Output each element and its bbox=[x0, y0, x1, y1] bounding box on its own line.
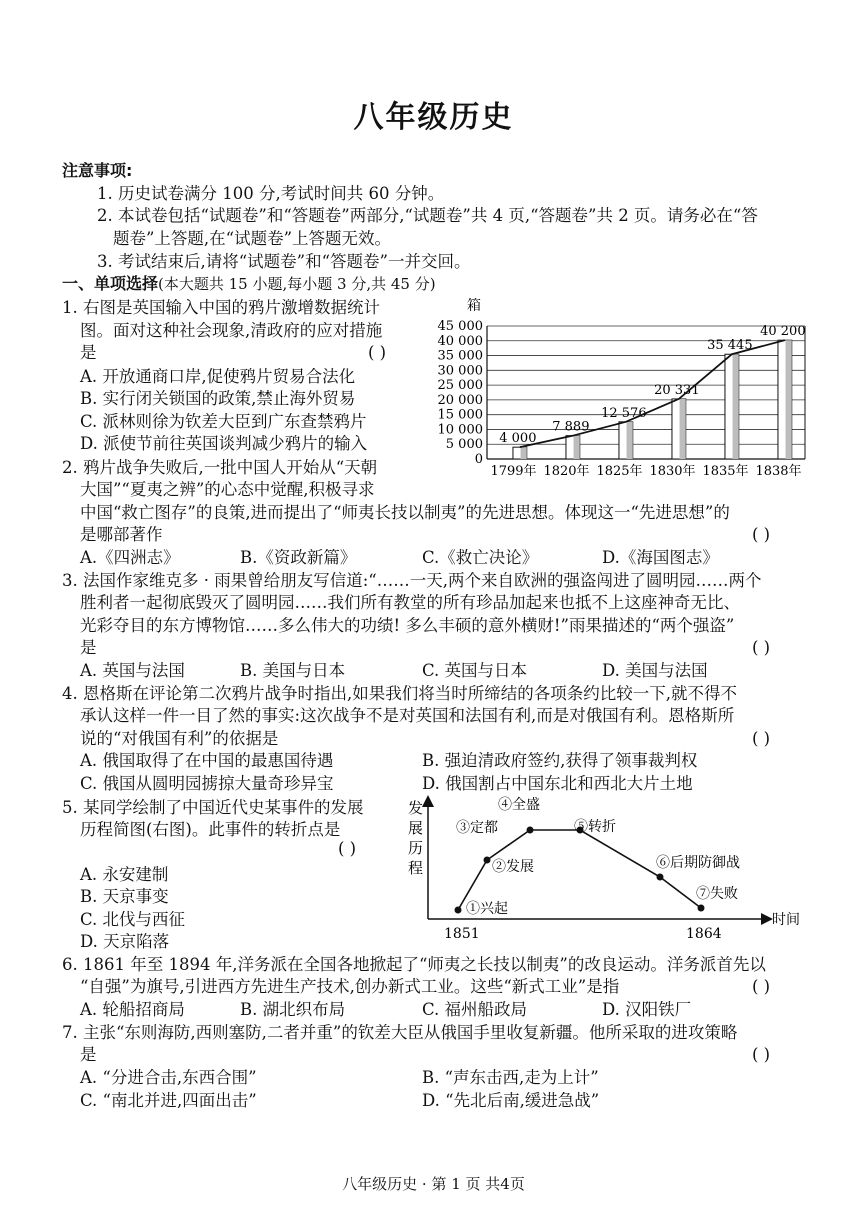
q4-option-a: A. 俄国取得了在中国的最惠国待遇 bbox=[80, 751, 334, 770]
chart-bar-shade bbox=[733, 354, 739, 459]
taiping-process-diagram bbox=[400, 790, 810, 948]
q2-option-b: B.《资政新篇》 bbox=[240, 548, 357, 567]
q2-stem-2: 大国”“夏夷之辨”的心态中觉醒,积极寻求 bbox=[80, 480, 375, 499]
q6-option-d: D. 汉阳铁厂 bbox=[602, 1000, 692, 1019]
q3-option-a: A. 英国与法国 bbox=[80, 661, 185, 680]
diagram-y-label-4: 程 bbox=[408, 859, 424, 877]
chart-xtick-label: 1799年 bbox=[490, 464, 537, 479]
q5-stem-1: 5. 某同学绘制了中国近代史某事件的发展 bbox=[62, 798, 364, 817]
q1-stem-1: 1. 右图是英国输入中国的鸦片激增数据统计 bbox=[62, 298, 380, 317]
chart-ytick-label: 40 000 bbox=[437, 333, 483, 349]
q7-option-a: A. “分进合击,东西合围” bbox=[80, 1068, 257, 1087]
chart-xtick-label: 1820年 bbox=[543, 464, 590, 479]
diagram-point-5 bbox=[657, 874, 664, 881]
q2-stem-3: 中国“救亡图存”的良策,进而提出了“师夷长技以制夷”的先进思想。体现这一“先进思想”的 bbox=[80, 503, 730, 522]
diagram-y-label-2: 展 bbox=[408, 819, 424, 837]
diagram-x-start: 1851 bbox=[444, 926, 480, 942]
diagram-label-5: ⑤转折 bbox=[574, 819, 616, 835]
diagram-label-1: ①兴起 bbox=[466, 901, 508, 917]
q7-stem-2: 是 bbox=[80, 1045, 97, 1064]
q4-answer-paren[interactable]: ( ) bbox=[752, 729, 771, 748]
q1-option-d: D. 派使节前往英国谈判减少鸦片的输入 bbox=[80, 434, 368, 453]
q7-option-b: B. “声东击西,走为上计” bbox=[422, 1068, 599, 1087]
q2-answer-paren[interactable]: ( ) bbox=[752, 525, 771, 544]
section-subtitle: (本大题共 15 小题,每小题 3 分,共 45 分) bbox=[158, 275, 436, 293]
q3-option-b: B. 美国与日本 bbox=[240, 661, 346, 680]
chart-root bbox=[438, 298, 806, 479]
q4-option-c: C. 俄国从圆明园掳掠大量奇珍异宝 bbox=[80, 774, 334, 793]
chart-ytick-label: 0 bbox=[474, 452, 483, 467]
note-item-3: 3. 考试结束后,请将“试题卷”和“答题卷”一并交回。 bbox=[97, 252, 471, 271]
chart-data-label: 12 576 bbox=[601, 405, 647, 421]
chart-ytick-label: 45 000 bbox=[437, 319, 483, 334]
q3-option-d: D. 美国与法国 bbox=[602, 661, 708, 680]
chart-bar-shade bbox=[521, 447, 527, 459]
diagram-label-4: ④全盛 bbox=[498, 797, 540, 813]
q4-stem-2: 承认这样一件一目了然的事实:这次战争不是对英国和法国有利,而是对俄国有利。恩格斯所 bbox=[80, 706, 735, 725]
section-title: 一、单项选择 bbox=[62, 274, 159, 293]
q4-stem-3: 说的“对俄国有利”的依据是 bbox=[80, 729, 279, 748]
q5-option-a: A. 永安建制 bbox=[80, 865, 169, 884]
q3-answer-paren[interactable]: ( ) bbox=[752, 638, 771, 657]
diagram-label-3: ③定都 bbox=[456, 820, 498, 836]
q5-answer-paren[interactable]: ( ) bbox=[338, 839, 357, 858]
q6-answer-paren[interactable]: ( ) bbox=[752, 977, 771, 996]
chart-ylabel: 箱 bbox=[467, 298, 481, 314]
chart-xtick-label: 1835年 bbox=[702, 464, 749, 479]
q3-stem-1: 3. 法国作家维克多 · 雨果曾给朋友写信道:“……一天,两个来自欧洲的强盗闯进了圆明园……两个 bbox=[62, 571, 762, 590]
diagram-point-3 bbox=[527, 827, 534, 834]
diagram-point-2 bbox=[484, 857, 491, 864]
q4-option-d: D. 俄国割占中国东北和西北大片土地 bbox=[422, 774, 693, 793]
q6-option-b: B. 湖北织布局 bbox=[240, 1000, 346, 1019]
q6-option-a: A. 轮船招商局 bbox=[80, 1000, 185, 1019]
diagram-point-6 bbox=[698, 905, 705, 912]
q2-option-a: A.《四洲志》 bbox=[80, 548, 180, 567]
q1-stem-2: 图。面对这种社会现象,清政府的应对措施 bbox=[80, 321, 383, 340]
chart-ytick-label: 35 000 bbox=[437, 348, 483, 364]
q6-option-c: C. 福州船政局 bbox=[422, 1000, 528, 1019]
q2-option-c: C.《救亡决论》 bbox=[422, 548, 539, 567]
note-item-1: 1. 历史试卷满分 100 分,考试时间共 60 分钟。 bbox=[97, 184, 445, 203]
q2-stem-4: 是哪部著作 bbox=[80, 525, 163, 544]
chart-ytick-label: 20 000 bbox=[437, 392, 483, 408]
chart-bar-shade bbox=[574, 436, 580, 459]
note-item-2: 2. 本试卷包括“试题卷”和“答题卷”两部分,“试题卷”共 4 页,“答题卷”共 2 页。请务必在“答 bbox=[97, 206, 758, 225]
q1-answer-paren[interactable]: ( ) bbox=[368, 343, 387, 362]
q4-option-b: B. 强迫清政府签约,获得了领事裁判权 bbox=[422, 751, 698, 770]
q4-stem-1: 4. 恩格斯在评论第二次鸦片战争时指出,如果我们将当时所缔结的各项条约比较一下,就不得不 bbox=[62, 684, 737, 703]
chart-ytick-label: 15 000 bbox=[437, 407, 483, 423]
q6-stem-2: “自强”为旗号,引进西方先进生产技术,创办新式工业。这些“新式工业”是指 bbox=[80, 977, 620, 996]
chart-xtick-label: 1838年 bbox=[755, 464, 802, 479]
diagram-label-2: ②发展 bbox=[492, 859, 534, 875]
chart-bar-shade bbox=[627, 422, 633, 459]
q5-option-d: D. 天京陷落 bbox=[80, 932, 170, 951]
q3-option-c: C. 英国与日本 bbox=[422, 661, 528, 680]
q2-stem-1: 2. 鸦片战争失败后,一批中国人开始从“天朝 bbox=[62, 458, 378, 477]
q2-option-d: D.《海国图志》 bbox=[602, 548, 719, 567]
chart-xtick-label: 1825年 bbox=[596, 464, 643, 479]
page-footer: 八年级历史 · 第 1 页 共4页 bbox=[342, 1175, 525, 1193]
chart-data-label: 4 000 bbox=[499, 431, 537, 447]
diagram-y-label-1: 发 bbox=[408, 799, 424, 817]
q5-stem-2: 历程简图(右图)。此事件的转折点是 bbox=[80, 820, 341, 839]
chart-bar-shade bbox=[786, 340, 792, 459]
q7-stem-1: 7. 主张“东则海防,西则塞防,二者并重”的钦差大臣从俄国手里收复新疆。他所采取的进攻策略 bbox=[62, 1023, 738, 1042]
diagram-label-6: ⑥后期防御战 bbox=[656, 855, 740, 871]
diagram-y-label-3: 历 bbox=[408, 839, 424, 857]
opium-import-chart bbox=[425, 294, 815, 490]
diagram-x-label: 时间 bbox=[772, 912, 800, 928]
chart-ytick-label: 30 000 bbox=[437, 363, 483, 379]
chart-ytick-label: 5 000 bbox=[445, 437, 483, 453]
q1-option-c: C. 派林则徐为钦差大臣到广东查禁鸦片 bbox=[80, 412, 367, 431]
notes-heading: 注意事项: bbox=[62, 161, 133, 180]
q6-stem-1: 6. 1861 年至 1894 年,洋务派在全国各地掀起了“师夷之长技以制夷”的改良运动。洋务派首先以 bbox=[62, 955, 766, 974]
chart-xtick-label: 1830年 bbox=[649, 464, 696, 479]
chart-data-label: 35 445 bbox=[707, 338, 753, 354]
q7-option-d: D. “先北后南,缓进急战” bbox=[422, 1091, 600, 1110]
q5-option-b: B. 天京事变 bbox=[80, 887, 169, 906]
q3-stem-4: 是 bbox=[80, 638, 97, 657]
chart-data-label: 7 889 bbox=[552, 419, 590, 435]
note-item-2-cont: 题卷”上答题,在“试题卷”上答题无效。 bbox=[113, 229, 392, 248]
chart-data-label: 20 331 bbox=[654, 382, 700, 398]
diagram-x-end: 1864 bbox=[686, 926, 722, 942]
q3-stem-2: 胜利者一起彻底毁灭了圆明园……我们所有教堂的所有珍品加起来也抵不上这座神奇无比、 bbox=[80, 593, 740, 612]
chart-ytick-label: 25 000 bbox=[437, 378, 483, 394]
q1-stem-3: 是 bbox=[80, 343, 97, 362]
q7-option-c: C. “南北并进,四面出击” bbox=[80, 1091, 257, 1110]
chart-bar-shade bbox=[680, 399, 686, 459]
page-title: 八年级历史 bbox=[353, 100, 514, 135]
q1-option-b: B. 实行闭关锁国的政策,禁止海外贸易 bbox=[80, 389, 356, 408]
chart-data-label: 40 200 bbox=[760, 324, 806, 340]
q3-stem-3: 光彩夺目的东方博物馆……多么伟大的功绩! 多么丰硕的意外横财!”雨果描述的“两个强盗” bbox=[80, 616, 735, 635]
q5-option-c: C. 北伐与西征 bbox=[80, 910, 186, 929]
q7-answer-paren[interactable]: ( ) bbox=[752, 1045, 771, 1064]
section-heading bbox=[62, 273, 436, 295]
q1-option-a: A. 开放通商口岸,促使鸦片贸易合法化 bbox=[80, 367, 356, 386]
diagram-label-7: ⑦失败 bbox=[696, 886, 738, 902]
chart-ytick-label: 10 000 bbox=[437, 422, 483, 438]
diagram-point-1 bbox=[455, 907, 462, 914]
